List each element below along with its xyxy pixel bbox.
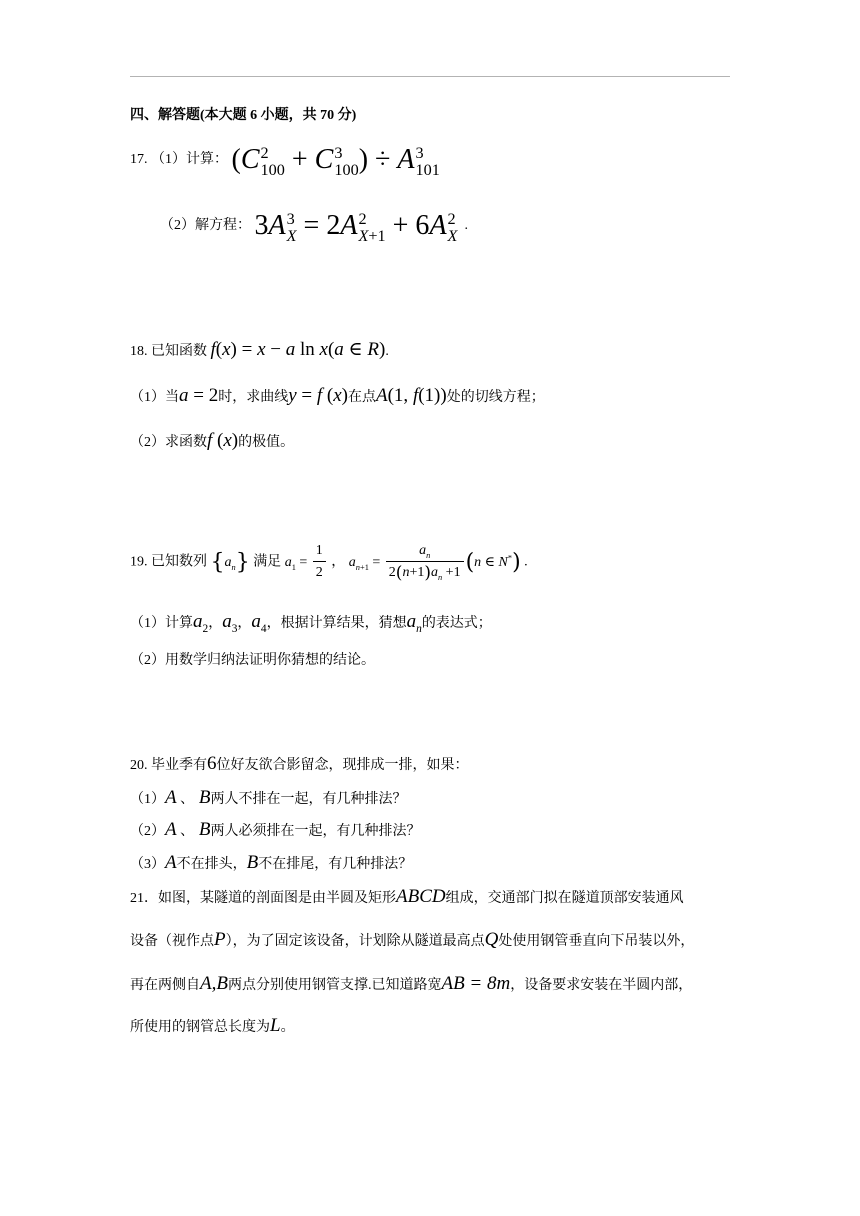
q19-sequence: $\{a_n\}$ — [210, 549, 250, 575]
q17-p2-end: . — [464, 218, 468, 233]
q20-p2-var-a: A — [165, 819, 177, 840]
q20-p1-sep: 、 — [176, 792, 195, 807]
q21-line1-end: 组成，交通部门拟在隧道顶部安装通风 — [445, 891, 684, 906]
q19-p2-text: （2）用数学归纳法证明你猜想的结论。 — [130, 653, 375, 668]
q18-fx: f (x) — [207, 430, 239, 451]
q20-p2-sep: 、 — [176, 824, 195, 839]
q20-part2 — [130, 820, 420, 842]
q18-p1-prefix: （1）当 — [130, 390, 179, 405]
q18-p2-end: 的极值。 — [238, 435, 295, 450]
q21-line3 — [130, 974, 692, 996]
q18-p1-end: 处的切线方程； — [446, 390, 545, 405]
q20-stem-prefix: 20. 毕业季有 — [130, 758, 207, 773]
q21-eq-ab: AB = 8m — [441, 973, 511, 994]
q17-p1-label: （1）计算： — [151, 152, 228, 167]
q20-p2-prefix: （2） — [130, 824, 165, 839]
q20-p1-end: 两人不排在一起，有几种排法？ — [210, 792, 407, 807]
q18-p1-mid1: 时，求曲线 — [218, 390, 289, 405]
q19-stem-prefix: 19. 已知数列 — [130, 554, 207, 570]
q21-var-p: P — [214, 929, 226, 950]
q18-condition: a = 2 — [179, 385, 219, 406]
q19-an: $a_n$ — [406, 611, 422, 635]
q21-line4 — [130, 1016, 295, 1038]
q18-point: A(1, f(1)) — [376, 385, 447, 406]
q19-comma: ， — [331, 554, 346, 570]
q20-p3-prefix: （3） — [130, 857, 165, 872]
q18-p2-prefix: （2）求函数 — [130, 435, 207, 450]
q21-line2-prefix: 设备（视作点 — [130, 934, 214, 949]
q19-recurrence: $a_{n+1}$ = $\frac{a_n}{2(n+1)a_n +1}$ (n ∈ N*) — [348, 543, 521, 583]
q21-var-ab: A,B — [200, 973, 228, 994]
q20-part1 — [130, 788, 406, 810]
header-rule — [130, 76, 730, 77]
section-heading — [130, 106, 356, 126]
q18-stem-prefix: 18. 已知函数 — [130, 344, 207, 359]
q19-p1-sep1: ， — [208, 616, 223, 631]
q19-part2 — [130, 651, 375, 671]
q17-equation: 3A 3 X = 2A 2 X+1 + 6A 2 X — [254, 210, 458, 245]
q20-p2-var-b: B — [194, 819, 211, 840]
q19-part1 — [130, 612, 492, 634]
q20-p1-var-a: A — [165, 787, 177, 808]
q19-a2: $a_2$ — [193, 611, 209, 635]
q20-stem — [130, 754, 469, 776]
q18-stem — [130, 340, 389, 362]
q17-p2-label: （2）解方程： — [160, 218, 251, 233]
q20-p3-var-b: B — [246, 852, 259, 873]
q20-p3-end: 不在排尾，有几种排法？ — [258, 857, 413, 872]
q17-number: 17. — [130, 152, 148, 167]
q21-var-l: L — [270, 1015, 281, 1036]
q19-a1: $a_1$ = $\frac{1}{2}$ — [285, 555, 328, 570]
q20-part3 — [130, 853, 412, 875]
q21-line3-end: ，设备要求安装在半圆内部， — [510, 978, 693, 993]
q21-var-q: Q — [484, 929, 499, 950]
q19-stem-end: . — [524, 554, 528, 570]
q19-a4: $a_4$ — [251, 611, 267, 635]
q18-part1 — [130, 386, 545, 408]
q19-p1-mid: ，根据计算结果，猜想 — [266, 616, 407, 631]
q21-line2-mid: ），为了固定该设备，计划除从隧道最高点 — [225, 934, 485, 949]
q19-a3: $a_3$ — [222, 611, 238, 635]
q18-curve: y = f (x) — [288, 385, 348, 406]
q18-function: f(x) = x − a ln x(a ∈ R) — [210, 339, 386, 360]
q17-expression: (C 2 100 + C 3 100 ) ÷ A 3 101 — [231, 144, 440, 179]
q18-p1-mid2: 在点 — [348, 390, 376, 405]
q21-line4-end: 。 — [280, 1020, 295, 1035]
q20-p1-var-b: B — [194, 787, 211, 808]
q19-p1-end: 的表达式； — [421, 616, 492, 631]
q21-line1 — [130, 887, 684, 909]
q19-p1-prefix: （1）计算 — [130, 616, 193, 631]
q21-line1-prefix: 21．如图，某隧道的剖面图是由半圆及矩形 — [130, 891, 396, 906]
section-heading-text: 四、解答题(本大题 6 小题，共 70 分) — [130, 108, 357, 123]
q19-stem — [130, 541, 528, 591]
q19-stem-mid: 满足 — [253, 554, 282, 570]
q21-line4-prefix: 所使用的钢管总长度为 — [130, 1020, 270, 1035]
q21-line3-mid: 两点分别使用钢管支撑.已知道路宽 — [227, 978, 442, 993]
q20-stem-number: 6 — [207, 753, 217, 774]
q21-line2-end: 处使用钢管垂直向下吊装以外， — [498, 934, 695, 949]
q18-stem-end: . — [385, 344, 389, 359]
q17-part2 — [160, 206, 468, 250]
q20-p1-prefix: （1） — [130, 792, 165, 807]
q20-stem-end: 位好友欲合影留念，现排成一排，如果： — [216, 758, 469, 773]
q17-part1 — [130, 140, 440, 184]
q21-var-abcd: ABCD — [396, 886, 446, 907]
q21-line3-prefix: 再在两侧自 — [130, 978, 200, 993]
q18-part2 — [130, 431, 294, 453]
q21-line2 — [130, 930, 694, 952]
q20-p3-mid: 不在排头， — [176, 857, 247, 872]
q20-p3-var-a: A — [165, 852, 177, 873]
q20-p2-end: 两人必须排在一起，有几种排法？ — [210, 824, 421, 839]
q19-p1-sep2: ， — [237, 616, 252, 631]
